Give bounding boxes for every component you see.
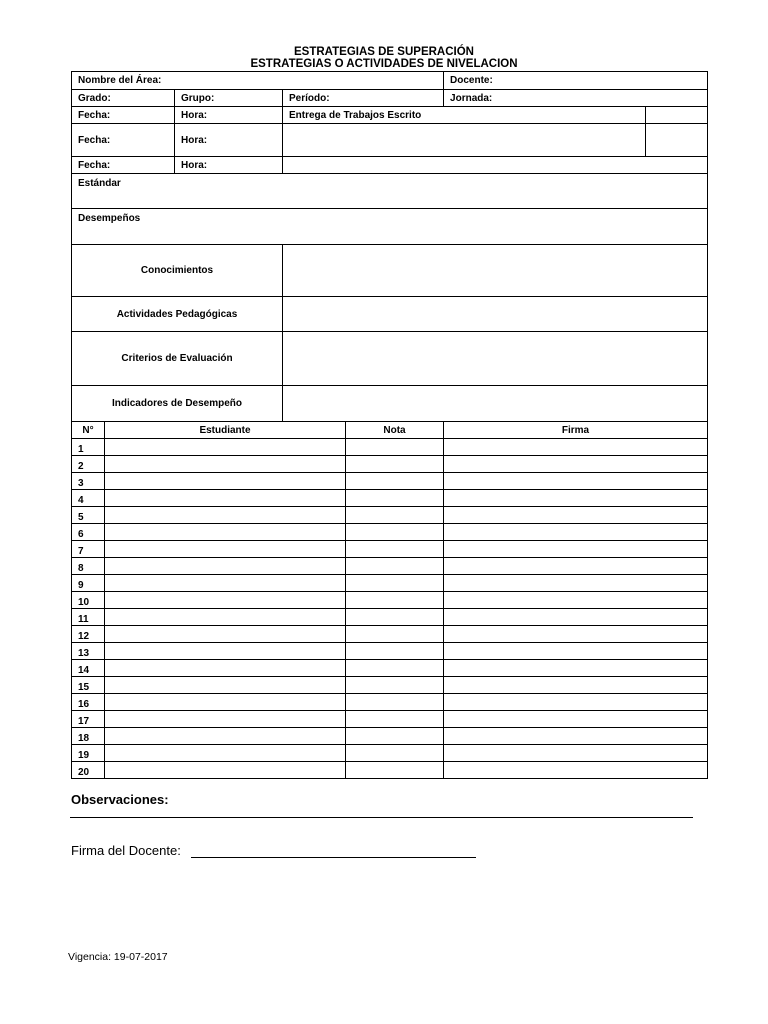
nota-cell[interactable]: [346, 524, 444, 541]
firma-cell[interactable]: [444, 626, 708, 643]
estudiante-cell[interactable]: [105, 575, 346, 592]
estudiante-cell[interactable]: [105, 728, 346, 745]
fecha-field-2[interactable]: Fecha:: [72, 124, 175, 157]
student-row: [72, 592, 708, 609]
info-form-table: [71, 71, 708, 422]
periodo-field[interactable]: Período:: [283, 90, 444, 107]
jornada-field[interactable]: Jornada:: [444, 90, 708, 107]
docente-field[interactable]: Docente:: [444, 72, 708, 90]
form-row-estandar: [72, 174, 708, 209]
conocimientos-label: Conocimientos: [72, 245, 283, 297]
nota-cell[interactable]: [346, 541, 444, 558]
grupo-field[interactable]: Grupo:: [175, 90, 283, 107]
estudiante-cell[interactable]: [105, 694, 346, 711]
row-number: 14: [72, 660, 105, 677]
firma-cell[interactable]: [444, 762, 708, 779]
row-number: 4: [72, 490, 105, 507]
form-row-conocimientos: [72, 245, 708, 297]
estudiante-cell[interactable]: [105, 626, 346, 643]
student-row: [72, 626, 708, 643]
estudiante-cell[interactable]: [105, 745, 346, 762]
row-number: 2: [72, 456, 105, 473]
row-number: 13: [72, 643, 105, 660]
firma-cell[interactable]: [444, 694, 708, 711]
indicadores-label: Indicadores de Desempeño: [72, 386, 283, 422]
firma-cell[interactable]: [444, 524, 708, 541]
firma-docente-line[interactable]: [191, 857, 476, 858]
firma-cell[interactable]: [444, 677, 708, 694]
row-number: 7: [72, 541, 105, 558]
student-row: [72, 575, 708, 592]
area-field[interactable]: Nombre del Área:: [72, 72, 444, 90]
hora-field-1[interactable]: Hora:: [175, 107, 283, 124]
col-header-estudiante: Estudiante: [105, 422, 346, 439]
nota-cell[interactable]: [346, 490, 444, 507]
row-number: 18: [72, 728, 105, 745]
student-row: [72, 694, 708, 711]
estudiante-cell[interactable]: [105, 762, 346, 779]
title-line-1: ESTRATEGIAS DE SUPERACIÓN: [294, 46, 474, 58]
nota-cell[interactable]: [346, 660, 444, 677]
row-number: 17: [72, 711, 105, 728]
firma-cell[interactable]: [444, 541, 708, 558]
hora-field-3[interactable]: Hora:: [175, 157, 283, 174]
entrega-cell-2[interactable]: [283, 124, 646, 157]
nota-cell[interactable]: [346, 456, 444, 473]
form-row-area: [72, 72, 708, 90]
firma-cell[interactable]: [444, 592, 708, 609]
student-row: [72, 507, 708, 524]
student-row: [72, 439, 708, 456]
form-row-fecha-1: [72, 107, 708, 124]
row-number: 16: [72, 694, 105, 711]
firma-cell[interactable]: [444, 558, 708, 575]
entrega-cell-3[interactable]: [283, 157, 708, 174]
estudiante-cell[interactable]: [105, 609, 346, 626]
nota-cell[interactable]: [346, 677, 444, 694]
firma-cell[interactable]: [444, 490, 708, 507]
entrega-check-2[interactable]: [646, 124, 708, 157]
estudiante-cell[interactable]: [105, 677, 346, 694]
firma-cell[interactable]: [444, 711, 708, 728]
row-number: 8: [72, 558, 105, 575]
desempenos-field[interactable]: Desempeños: [72, 209, 708, 245]
observaciones-label: Observaciones:: [71, 792, 169, 807]
firma-cell[interactable]: [444, 575, 708, 592]
entrega-check-1[interactable]: [646, 107, 708, 124]
students-table: [71, 421, 708, 779]
observaciones-line[interactable]: [70, 817, 693, 818]
estudiante-cell[interactable]: [105, 558, 346, 575]
firma-cell[interactable]: [444, 439, 708, 456]
form-row-grado: [72, 90, 708, 107]
estudiante-cell[interactable]: [105, 541, 346, 558]
student-row: [72, 524, 708, 541]
criterios-label: Criterios de Evaluación: [72, 332, 283, 386]
form-row-actividades: [72, 297, 708, 332]
row-number: 9: [72, 575, 105, 592]
estudiante-cell[interactable]: [105, 507, 346, 524]
student-row: [72, 762, 708, 779]
actividades-field[interactable]: [283, 297, 708, 332]
title-line-2: ESTRATEGIAS O ACTIVIDADES DE NIVELACION: [250, 58, 518, 70]
row-number: 19: [72, 745, 105, 762]
student-row: [72, 728, 708, 745]
row-number: 12: [72, 626, 105, 643]
student-row: [72, 745, 708, 762]
grado-field[interactable]: Grado:: [72, 90, 175, 107]
firma-cell[interactable]: [444, 745, 708, 762]
estandar-field[interactable]: Estándar: [72, 174, 708, 209]
nota-cell[interactable]: [346, 609, 444, 626]
hora-field-2[interactable]: Hora:: [175, 124, 283, 157]
estudiante-cell[interactable]: [105, 456, 346, 473]
row-number: 3: [72, 473, 105, 490]
firma-cell[interactable]: [444, 507, 708, 524]
estudiante-cell[interactable]: [105, 473, 346, 490]
nota-cell[interactable]: [346, 592, 444, 609]
estudiante-cell[interactable]: [105, 711, 346, 728]
nota-cell[interactable]: [346, 507, 444, 524]
col-header-number: N°: [72, 422, 105, 439]
form-row-fecha-3: [72, 157, 708, 174]
student-row: [72, 609, 708, 626]
row-number: 1: [72, 439, 105, 456]
estudiante-cell[interactable]: [105, 490, 346, 507]
form-row-criterios: [72, 332, 708, 386]
row-number: 6: [72, 524, 105, 541]
students-body: [72, 439, 708, 779]
form-row-desempenos: [72, 209, 708, 245]
row-number: 20: [72, 762, 105, 779]
document-title: [0, 46, 768, 70]
nota-cell[interactable]: [346, 473, 444, 490]
firma-cell[interactable]: [444, 473, 708, 490]
actividades-label: Actividades Pedagógicas: [72, 297, 283, 332]
student-row: [72, 558, 708, 575]
row-number: 15: [72, 677, 105, 694]
indicadores-field[interactable]: [283, 386, 708, 422]
estudiante-cell[interactable]: [105, 524, 346, 541]
nota-cell[interactable]: [346, 643, 444, 660]
row-number: 10: [72, 592, 105, 609]
form-row-fecha-2: [72, 124, 708, 157]
fecha-field-3[interactable]: Fecha:: [72, 157, 175, 174]
vigencia-text: Vigencia: 19-07-2017: [68, 951, 168, 963]
nota-cell[interactable]: [346, 558, 444, 575]
fecha-field-1[interactable]: Fecha:: [72, 107, 175, 124]
entrega-header: Entrega de Trabajos Escrito: [283, 107, 646, 124]
row-number: 11: [72, 609, 105, 626]
firma-cell[interactable]: [444, 643, 708, 660]
student-row: [72, 473, 708, 490]
criterios-field[interactable]: [283, 332, 708, 386]
nota-cell[interactable]: [346, 745, 444, 762]
firma-cell[interactable]: [444, 660, 708, 677]
student-row: [72, 456, 708, 473]
student-row: [72, 541, 708, 558]
nota-cell[interactable]: [346, 575, 444, 592]
col-header-nota: Nota: [346, 422, 444, 439]
student-row: [72, 711, 708, 728]
student-row: [72, 643, 708, 660]
nota-cell[interactable]: [346, 694, 444, 711]
firma-cell[interactable]: [444, 728, 708, 745]
student-row: [72, 490, 708, 507]
estudiante-cell[interactable]: [105, 439, 346, 456]
nota-cell[interactable]: [346, 728, 444, 745]
nota-cell[interactable]: [346, 626, 444, 643]
students-header-row: [72, 422, 708, 439]
estudiante-cell[interactable]: [105, 643, 346, 660]
estudiante-cell[interactable]: [105, 660, 346, 677]
firma-cell[interactable]: [444, 609, 708, 626]
conocimientos-field[interactable]: [283, 245, 708, 297]
nota-cell[interactable]: [346, 711, 444, 728]
student-row: [72, 677, 708, 694]
row-number: 5: [72, 507, 105, 524]
nota-cell[interactable]: [346, 762, 444, 779]
form-row-indicadores: [72, 386, 708, 422]
firma-docente-label: Firma del Docente:: [71, 843, 181, 858]
estudiante-cell[interactable]: [105, 592, 346, 609]
col-header-firma: Firma: [444, 422, 708, 439]
nota-cell[interactable]: [346, 439, 444, 456]
student-row: [72, 660, 708, 677]
firma-cell[interactable]: [444, 456, 708, 473]
